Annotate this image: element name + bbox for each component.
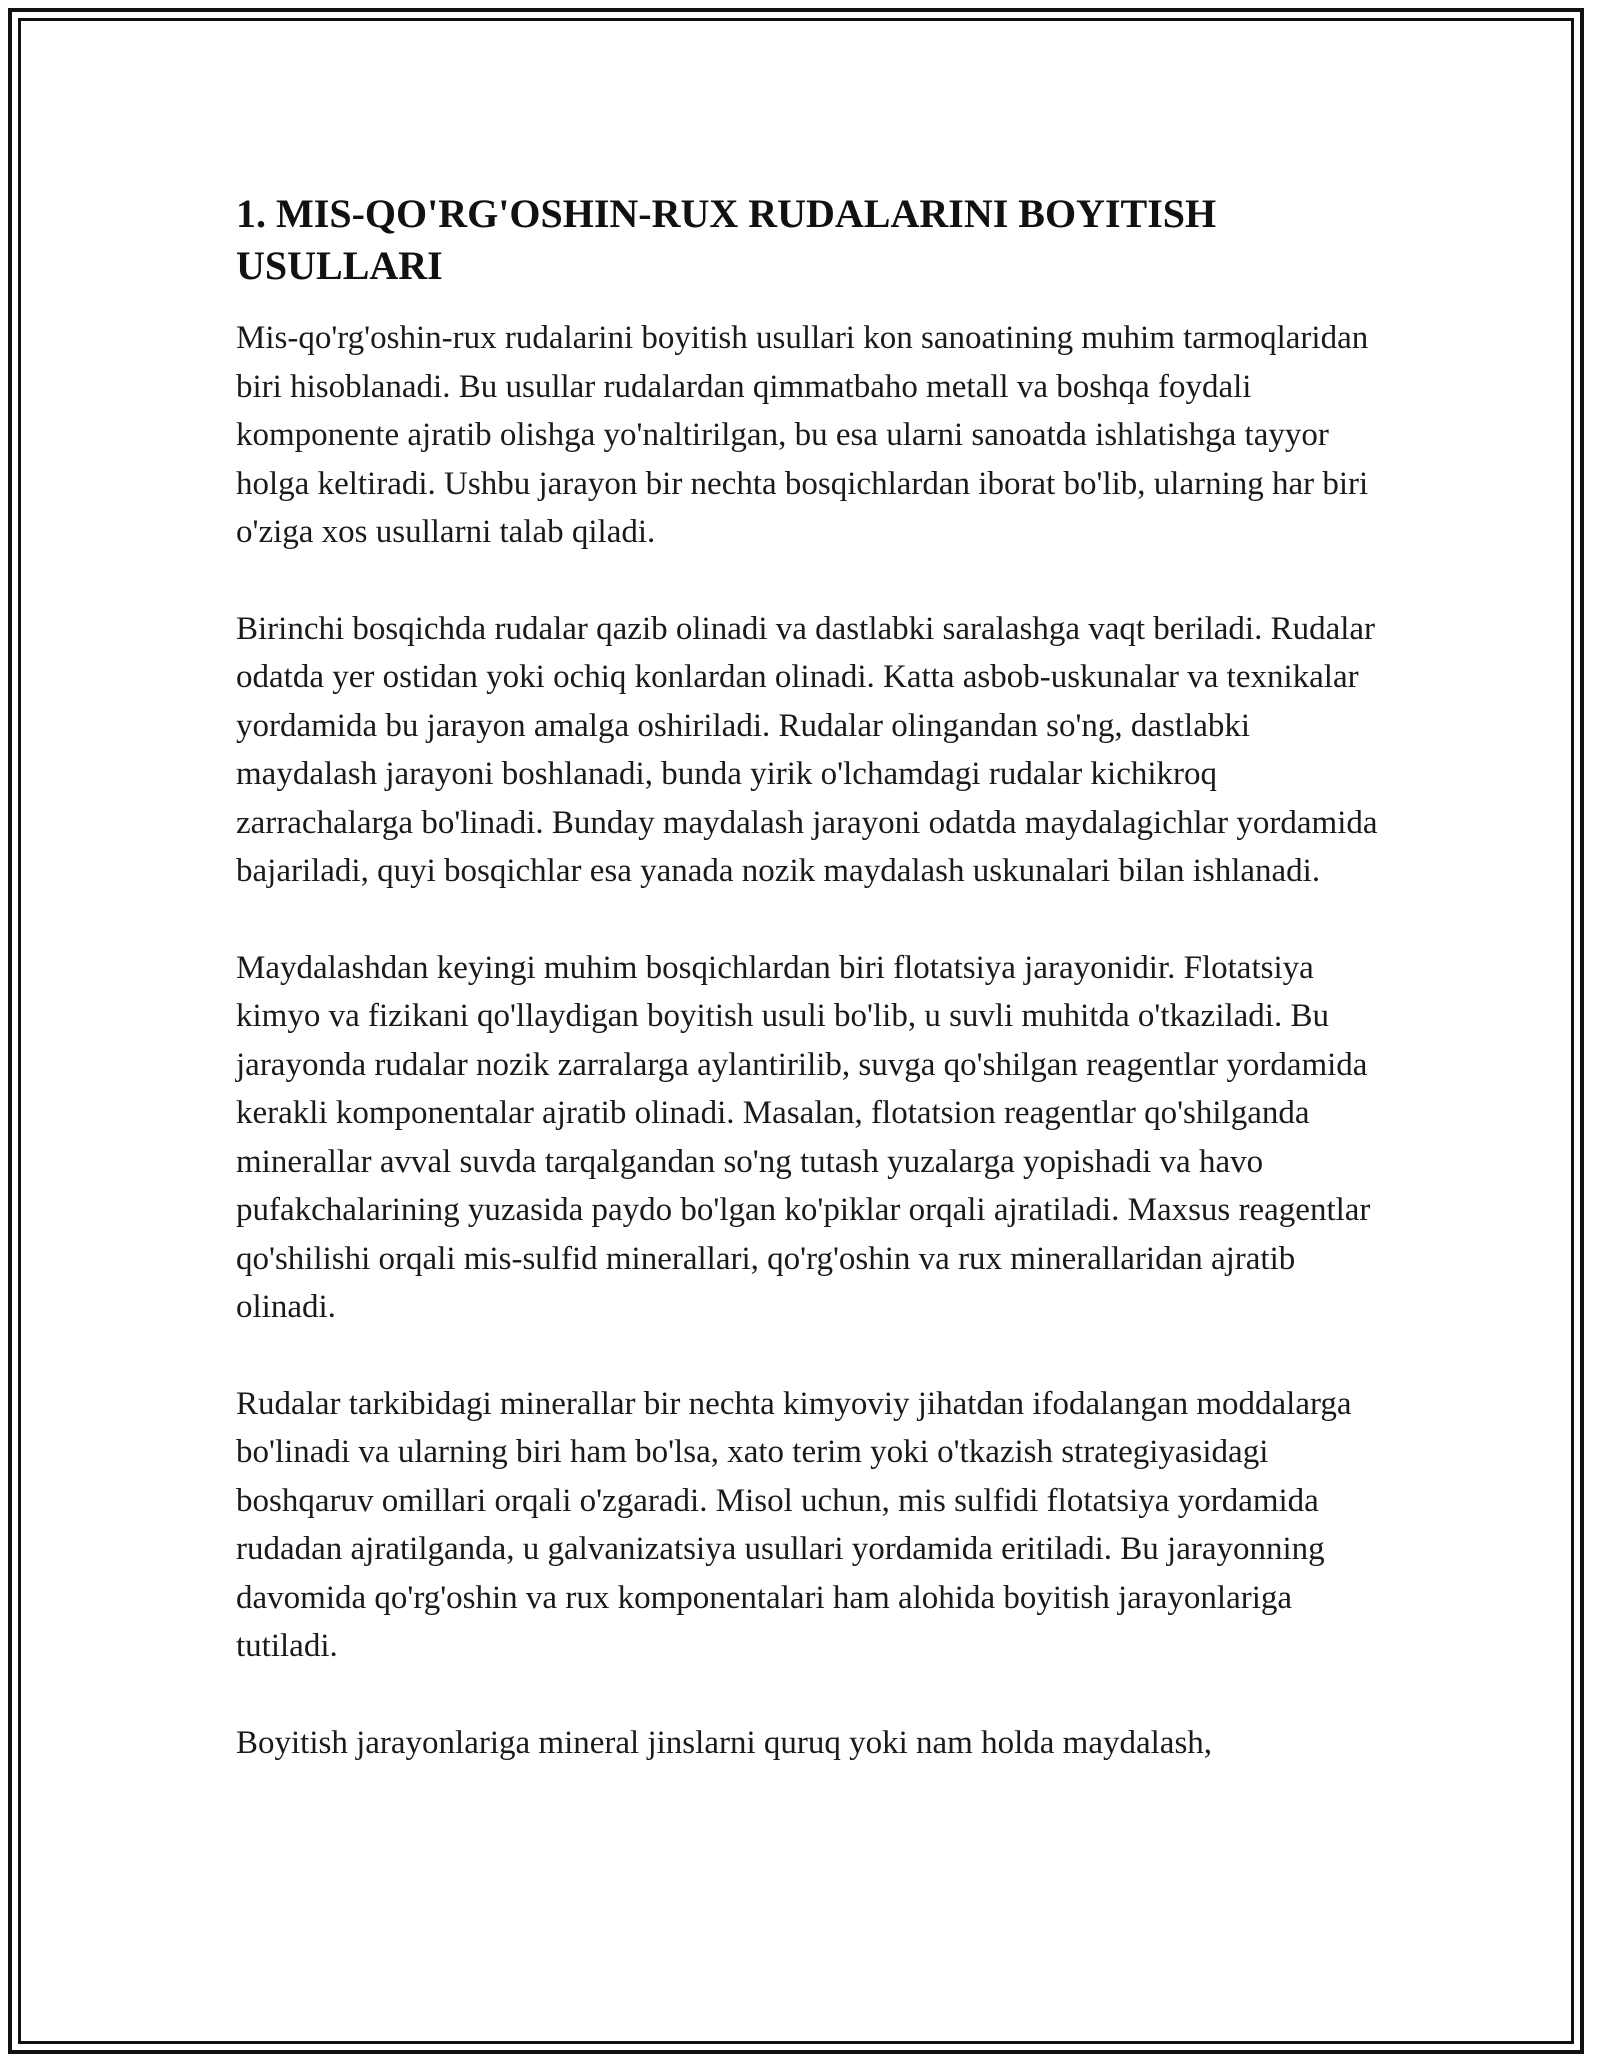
paragraph-2: Birinchi bosqichda rudalar qazib olinadi va dastlabki saralashga vaqt beriladi. Rudalar odatda yer ostidan yoki ochiq konlardan olinadi. Katta asbob-uskunalar va texnikalar yordamida bu jarayon amalga oshiriladi. Rudalar olingandan so'ng, dastlabki maydalash jarayoni boshlanadi, bunda yirik o'lchamdagi rudalar kichikroq zarrachalarga bo'linadi. Bunday maydalash jarayoni odatda maydalagichlar yordamida bajariladi, quyi bosqichlar esa yanada nozik maydalash uskunalari bilan ishlanadi. xyxy=(236,610,1378,889)
document-title: 1. MIS-QO'RG'OSHIN-RUX RUDALARINI BOYITISH USULLARI xyxy=(236,191,1217,288)
paragraph-1: Mis-qo'rg'oshin-rux rudalarini boyitish usullari kon sanoatining muhim tarmoqlaridan biri hisoblanadi. Bu usullar rudalardan qimmatbaho metall va boshqa foydali komponente ajratib olishga yo'naltirilgan, bu esa ularni sanoatda ishlatishga tayyor holga keltiradi. Ushbu jarayon bir nechta bosqichlardan iborat bo'lib, ularning har biri o'ziga xos usullarni talab qiladi. xyxy=(236,320,1369,550)
paragraph-4: Rudalar tarkibidagi minerallar bir nechta kimyoviy jihatdan ifodalangan moddalarga bo'linadi va ularning biri ham bo'lsa, xato terim yoki o'tkazish strategiyasidagi boshqaruv omillari orqali o'zgaradi. Misol uchun, mis sulfidi flotatsiya yordamida rudadan ajratilganda, u galvanizatsiya usullari yordamida eritiladi. Bu jarayonning davomida qo'rg'oshin va rux komponentalari ham alohida boyitish jarayonlariga tutiladi. xyxy=(236,1385,1352,1664)
paragraph-5: Boyitish jarayonlariga mineral jinslarni quruq yoki nam holda maydalash, xyxy=(236,1724,1213,1761)
document-body xyxy=(236,188,1386,1815)
paragraph-3: Maydalashdan keyingi muhim bosqichlardan biri flotatsiya jarayonidir. Flotatsiya kimyo va fizikani qo'llaydigan boyitish usuli bo'lib, u suvli muhitda o'tkaziladi. Bu jarayonda rudalar nozik zarralarga aylantirilib, suvga qo'shilgan reagentlar yordamida kerakli komponentalar ajratib olinadi. Masalan, flotatsion reagentlar qo'shilganda minerallar avval suvda tarqalgandan so'ng tutash yuzalarga yopishadi va havo pufakchalarining yuzasida paydo bo'lgan ko'piklar orqali ajratiladi. Maxsus reagentlar qo'shilishi orqali mis-sulfid minerallari, qo'rg'oshin va rux minerallaridan ajratib olinadi. xyxy=(236,949,1371,1325)
